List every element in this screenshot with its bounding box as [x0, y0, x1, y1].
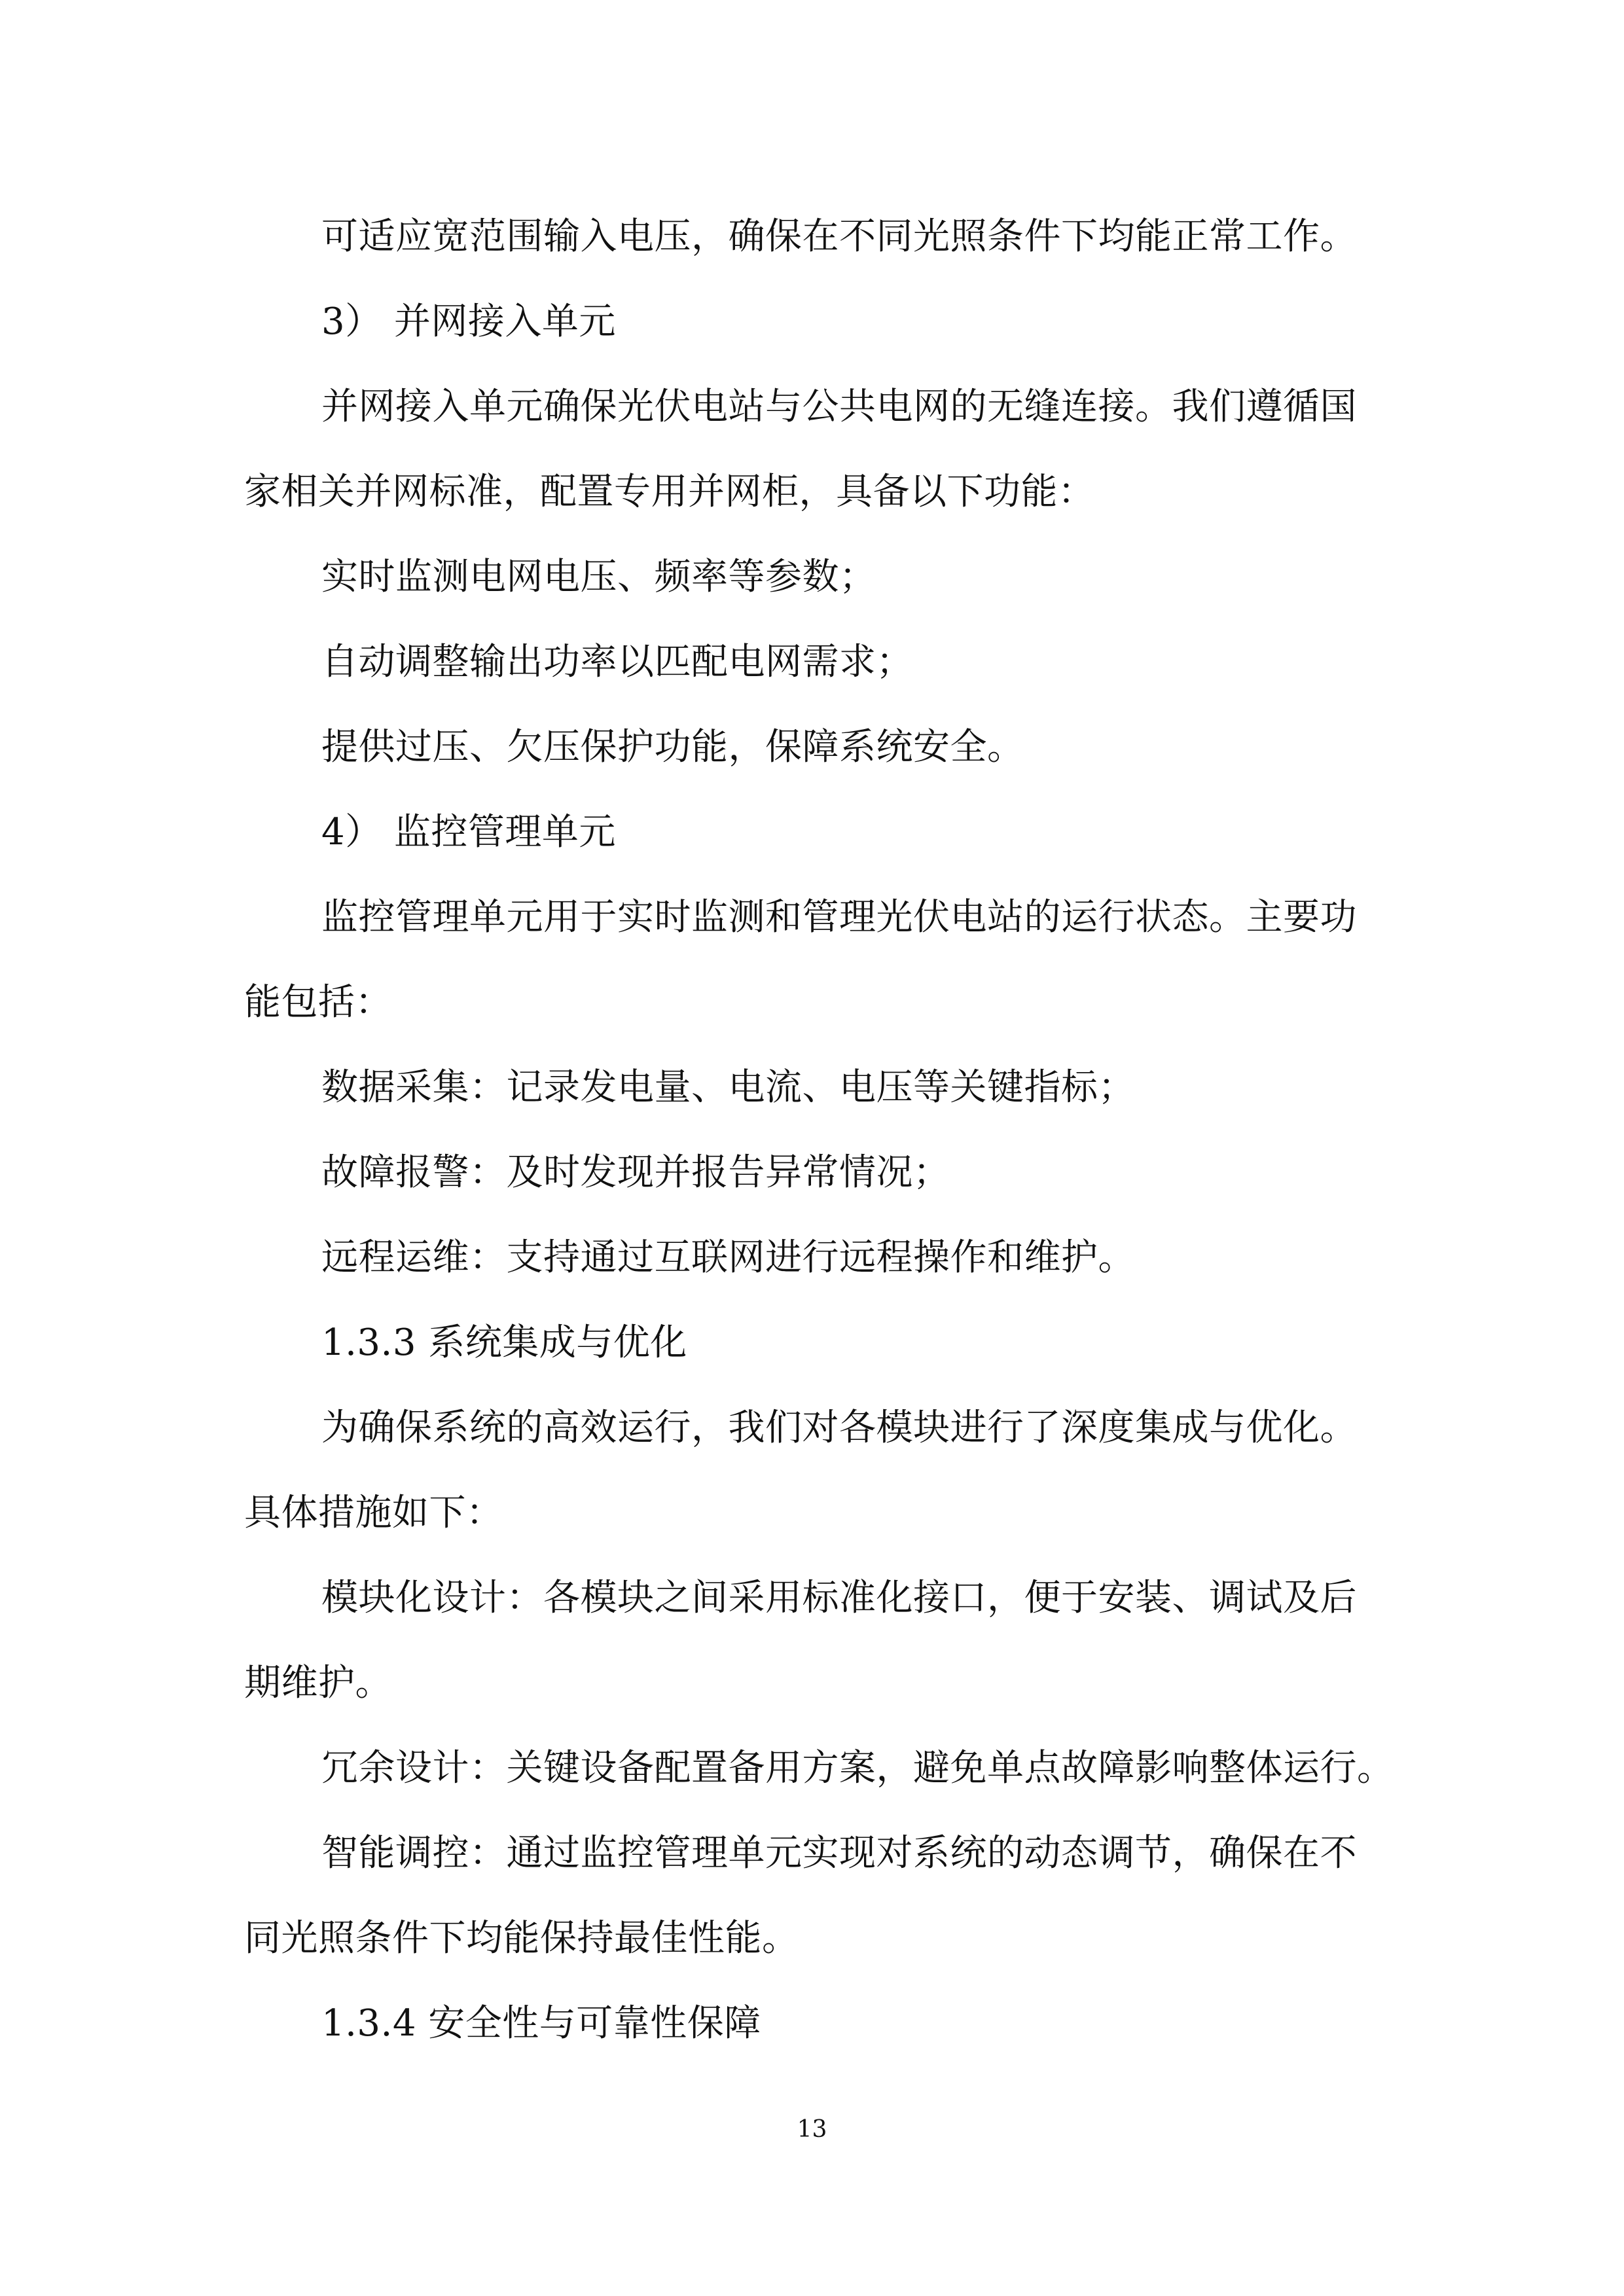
paragraph-line: 智能调控：通过监控管理单元实现对系统的动态调节，确保在不 — [321, 1832, 1357, 1874]
paragraph-line: 可适应宽范围输入电压，确保在不同光照条件下均能正常工作。 — [321, 215, 1357, 258]
subheading-monitoring-unit: 4） 监控管理单元 — [321, 811, 616, 853]
paragraph-line: 冗余设计：关键设备配置备用方案，避免单点故障影响整体运行。 — [321, 1747, 1394, 1789]
list-item: 提供过压、欠压保护功能，保障系统安全。 — [321, 726, 1024, 768]
paragraph-line: 监控管理单元用于实时监测和管理光伏电站的运行状态。主要功 — [321, 896, 1357, 939]
paragraph-line: 能包括： — [244, 981, 392, 1024]
subheading-grid-connection-unit: 3） 并网接入单元 — [321, 300, 616, 343]
paragraph-line: 具体措施如下： — [244, 1492, 503, 1534]
list-item: 自动调整输出功率以匹配电网需求； — [321, 641, 913, 683]
list-item: 故障报警：及时发现并报告异常情况； — [321, 1151, 950, 1194]
section-heading-1-3-3: 1.3.3 系统集成与优化 — [321, 1321, 687, 1364]
list-item: 实时监测电网电压、频率等参数； — [321, 556, 876, 598]
section-heading-1-3-4: 1.3.4 安全性与可靠性保障 — [321, 2002, 761, 2045]
paragraph-line: 并网接入单元确保光伏电站与公共电网的无缝连接。我们遵循国 — [321, 386, 1357, 428]
list-item: 数据采集：记录发电量、电流、电压等关键指标； — [321, 1066, 1135, 1109]
paragraph-line: 家相关并网标准，配置专用并网柜，具备以下功能： — [244, 471, 1095, 513]
paragraph-line: 期维护。 — [244, 1662, 392, 1704]
page-number: 13 — [797, 2116, 827, 2143]
paragraph-line: 模块化设计：各模块之间采用标准化接口，便于安装、调试及后 — [321, 1577, 1357, 1619]
paragraph-line: 同光照条件下均能保持最佳性能。 — [244, 1917, 799, 1960]
list-item: 远程运维：支持通过互联网进行远程操作和维护。 — [321, 1236, 1135, 1279]
paragraph-line: 为确保系统的高效运行，我们对各模块进行了深度集成与优化。 — [321, 1407, 1357, 1449]
